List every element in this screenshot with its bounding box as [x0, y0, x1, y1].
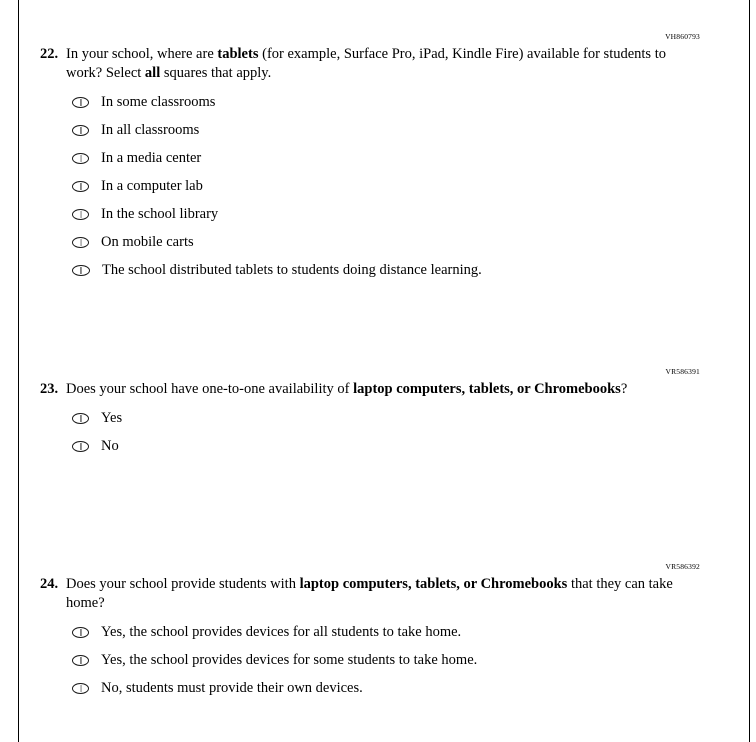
question-number-24: 24.	[40, 576, 59, 592]
option-label: In all classrooms	[101, 122, 200, 138]
option-label: In some classrooms	[101, 94, 216, 110]
question-block-24	[40, 562, 700, 707]
checkbox-bubble-icon[interactable]	[72, 125, 89, 136]
question-text-22: In your school, where are tablets (for example, Surface Pro, iPad, Kindle Fire) available for students to work? Select all squares that apply.	[66, 46, 666, 81]
question-heading-22	[40, 45, 700, 83]
option-row[interactable]	[72, 93, 700, 112]
checkbox-bubble-icon[interactable]	[72, 237, 89, 248]
question-block-23	[40, 367, 700, 465]
checkbox-bubble-icon[interactable]	[72, 627, 89, 638]
question-code-22: VH860793	[665, 32, 700, 41]
option-row[interactable]	[72, 623, 700, 642]
option-label: Yes, the school provides devices for all students to take home.	[101, 624, 462, 640]
page-left-rule	[18, 0, 19, 742]
page-right-rule	[749, 0, 750, 742]
question-text-24: Does your school provide students with laptop computers, tablets, or Chromebooks that they can take home?	[66, 576, 673, 611]
option-row[interactable]	[72, 651, 700, 670]
option-label: Yes	[101, 410, 123, 426]
checkbox-bubble-icon[interactable]	[72, 265, 90, 276]
option-row[interactable]	[72, 177, 700, 196]
option-label: On mobile carts	[101, 234, 194, 250]
question-block-22	[40, 32, 700, 289]
option-row[interactable]	[72, 437, 700, 456]
option-label: In a computer lab	[101, 178, 203, 194]
option-label: The school distributed tablets to students doing distance learning.	[102, 262, 482, 278]
question-heading-23	[40, 380, 700, 399]
checkbox-bubble-icon[interactable]	[72, 181, 89, 192]
option-row[interactable]	[72, 233, 700, 252]
checkbox-bubble-icon[interactable]	[72, 413, 89, 424]
option-label: In the school library	[101, 206, 219, 222]
option-row[interactable]	[72, 409, 700, 428]
question-number-22: 22.	[40, 46, 59, 62]
checkbox-bubble-icon[interactable]	[72, 153, 89, 164]
options-list-24	[72, 623, 700, 698]
checkbox-bubble-icon[interactable]	[72, 97, 89, 108]
option-row[interactable]	[72, 149, 700, 168]
question-code-24: VR586392	[665, 562, 700, 571]
option-row[interactable]	[72, 679, 700, 698]
option-label: No, students must provide their own devices.	[101, 680, 363, 696]
options-list-23	[72, 409, 700, 456]
question-number-23: 23.	[40, 381, 59, 397]
option-label: No	[101, 438, 119, 454]
checkbox-bubble-icon[interactable]	[72, 209, 89, 220]
option-label: In a media center	[101, 150, 202, 166]
question-code-23: VR586391	[665, 367, 700, 376]
checkbox-bubble-icon[interactable]	[72, 441, 89, 452]
question-text-23: Does your school have one-to-one availability of laptop computers, tablets, or Chromebooks?	[66, 381, 628, 397]
option-row[interactable]	[72, 261, 700, 280]
checkbox-bubble-icon[interactable]	[72, 655, 89, 666]
option-row[interactable]	[72, 121, 700, 140]
option-label: Yes, the school provides devices for some students to take home.	[101, 652, 478, 668]
checkbox-bubble-icon[interactable]	[72, 683, 89, 694]
option-row[interactable]	[72, 205, 700, 224]
question-heading-24	[40, 575, 700, 613]
options-list-22	[72, 93, 700, 280]
